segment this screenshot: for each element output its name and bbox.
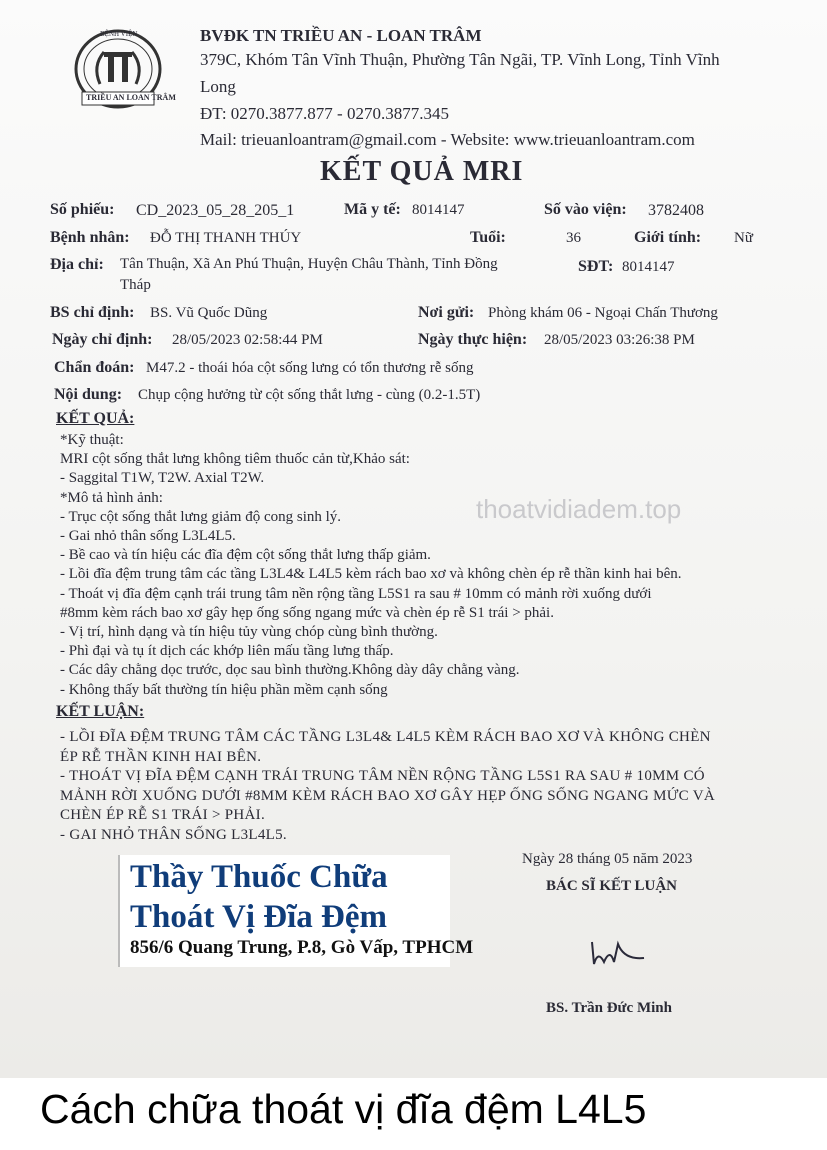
chan-doan-value: M47.2 - thoái hóa cột sống lưng có tổn thương rễ sống [146,360,474,376]
ad-banner [118,855,474,967]
noi-gui-label: Nơi gửi: [418,304,475,321]
sdt-value: 8014147 [622,259,675,275]
ket-qua-line: - Thoát vị đĩa đệm cạnh trái trung tâm nền rộng tầng L5S1 ra sau # 10mm có mảnh rời xuống dưới [60,585,652,602]
logo-text-top: BỆNH VIỆN [100,30,138,38]
ngay-thuc-hien-label: Ngày thực hiện: [418,331,528,348]
address-line2: Long [200,77,236,96]
email-website-line: Mail: trieuanloantram@gmail.com - Website: www.trieuanloantram.com [200,130,695,149]
ad-line1: Thầy Thuốc Chữa [130,859,388,895]
ngay-thuc-hien-value: 28/05/2023 03:26:38 PM [544,332,695,348]
ket-qua-line: - Saggital T1W, T2W. Axial T2W. [60,470,265,487]
ket-qua-line: - Lồi đĩa đệm trung tâm các tầng L3L4& L4L5 kèm rách bao xơ và không chèn ép rễ thần kinh hai bên. [60,566,682,583]
ket-qua-line: - Không thấy bất thường tín hiệu phần mềm cạnh sống [60,681,388,698]
chan-doan-label: Chẩn đoán: [54,359,135,376]
noi-dung-label: Nội dung: [54,386,123,403]
signature-role: BÁC SĨ KẾT LUẬN [546,878,678,894]
gioi-tinh-value: Nữ [734,230,753,246]
ket-qua-line: - Vị trí, hình dạng và tín hiệu tủy vùng chóp cùng bình thường. [60,624,438,640]
ket-qua-line: *Mô tả hình ảnh: [60,489,163,506]
so-phieu-value: CD_2023_05_28_205_1 [136,202,295,219]
ket-luan-line: MẢNH RỜI XUỐNG DƯỚI #8MM KÈM RÁCH BAO XƠ GÂY HẸP ỐNG SỐNG NGANG MỨC VÀ [60,787,715,804]
ket-luan-line: - LỒI ĐĨA ĐỆM TRUNG TÂM CÁC TẦNG L3L4& L4L5 KÈM RÁCH BAO XƠ VÀ KHÔNG CHÈN [60,729,711,745]
bs-chi-dinh-label: BS chỉ định: [50,304,135,321]
ket-qua-line: - Bề cao và tín hiệu các đĩa đệm cột sống thắt lưng thấp giảm. [60,547,431,564]
ket-qua-line: MRI cột sống thắt lưng không tiêm thuốc cản từ,Khảo sát: [60,451,410,468]
so-vao-vien-value: 3782408 [648,202,704,219]
ad-line2: Thoát Vị Đĩa Đệm [130,899,387,935]
ma-yte-value: 8014147 [412,202,465,218]
caption: Cách chữa thoát vị đĩa đệm L4L5 [40,1086,647,1132]
bs-chi-dinh-value: BS. Vũ Quốc Dũng [150,305,268,321]
logo-text-bottom: TRIỀU AN LOAN TRÂM [86,93,176,102]
ket-luan-line: - GAI NHỎ THÂN SỐNG L3L4L5. [60,826,287,843]
watermark: thoatvidiadem.top [476,494,682,524]
signature-mark [584,932,654,972]
noi-gui-value: Phòng khám 06 - Ngoại Chấn Thương [488,305,718,321]
benh-nhan-label: Bệnh nhân: [50,229,130,246]
ket-luan-heading: KẾT LUẬN: [56,703,145,720]
tuoi-value: 36 [566,230,581,246]
phone-line: ĐT: 0270.3877.877 - 0270.3877.345 [200,104,449,123]
ad-line3: 856/6 Quang Trung, P.8, Gò Vấp, TPHCM [130,937,474,958]
ngay-chi-dinh-label: Ngày chỉ định: [52,331,153,348]
hospital-name: BVĐK TN TRIỀU AN - LOAN TRÂM [200,26,482,45]
address-line1: 379C, Khóm Tân Vĩnh Thuận, Phường Tân Ngãi, TP. Vĩnh Long, Tỉnh Vĩnh [200,50,720,69]
dia-chi-label: Địa chỉ: [50,256,104,273]
dia-chi-value-1: Tân Thuận, Xã An Phú Thuận, Huyện Châu Thành, Tỉnh Đồng [120,256,498,272]
ket-luan-line: - THOÁT VỊ ĐĨA ĐỆM CẠNH TRÁI TRUNG TÂM NỀN RỘNG TẦNG L5S1 RA SAU # 10MM CÓ [60,768,705,784]
noi-dung-value: Chụp cộng hưởng từ cột sống thắt lưng - cùng (0.2-1.5T) [138,387,481,403]
benh-nhan-value: ĐỖ THỊ THANH THÚY [150,230,302,246]
so-vao-vien-label: Số vào viện: [544,201,627,218]
ket-luan-line: ÉP RỄ THẦN KINH HAI BÊN. [60,748,262,765]
ket-qua-line: - Trục cột sống thắt lưng giảm độ cong sinh lý. [60,508,342,525]
ket-qua-line: - Các dây chằng dọc trước, dọc sau bình thường.Không dày dây chằng vàng. [60,662,520,679]
ket-luan-line: CHÈN ÉP RỄ S1 TRÁI > PHẢI. [60,807,266,823]
ket-qua-line: #8mm kèm rách bao xơ gây hẹp ống sống ngang mức và chèn ép rễ S1 trái > phải. [60,604,554,621]
gioi-tinh-label: Giới tính: [634,229,702,246]
ket-qua-line: - Gai nhỏ thân sống L3L4L5. [60,528,236,544]
page-title: KẾT QUẢ MRI [320,156,524,187]
ket-qua-heading: KẾT QUẢ: [56,410,135,427]
dia-chi-value-2: Tháp [120,277,151,293]
so-phieu-label: Số phiếu: [50,201,115,218]
sdt-label: SĐT: [578,258,614,275]
signature-date: Ngày 28 tháng 05 năm 2023 [522,851,693,867]
ma-yte-label: Mã y tế: [344,201,401,218]
tuoi-label: Tuổi: [470,229,506,246]
signature-name: BS. Trần Đức Minh [546,1000,672,1016]
ket-qua-line: *Kỹ thuật: [60,432,124,448]
ngay-chi-dinh-value: 28/05/2023 02:58:44 PM [172,332,323,348]
ket-qua-line: - Phì đại và tụ ít dịch các khớp liên mấu tầng lưng thấp. [60,643,394,660]
